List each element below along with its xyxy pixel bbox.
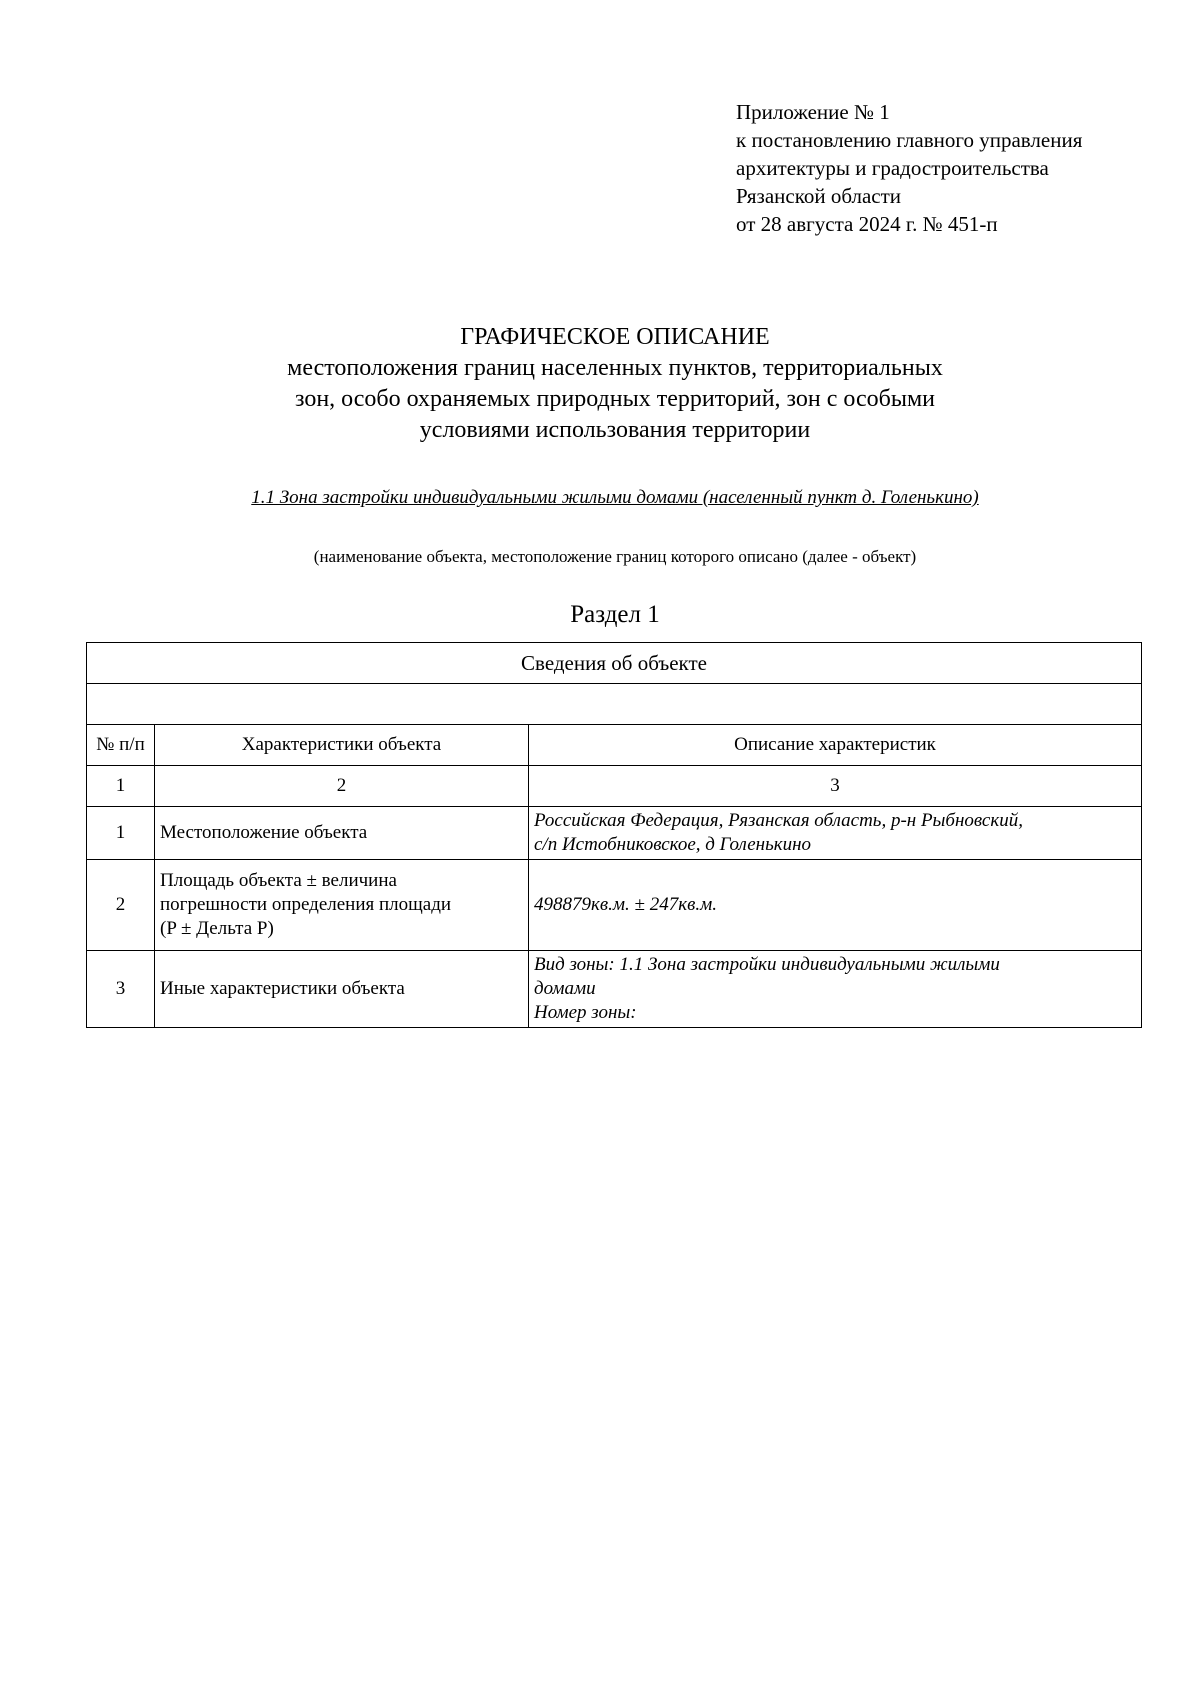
- table-heading-row: [87, 643, 1142, 684]
- row-num: 2: [87, 860, 155, 951]
- description-line: Вид зоны: 1.1 Зона застройки индивидуальными жилыми: [534, 954, 1000, 975]
- description-line: домами: [534, 978, 596, 999]
- description-line: 498879кв.м. ± 247кв.м.: [534, 894, 717, 915]
- appendix-line: архитектуры и градостроительства: [736, 156, 1049, 180]
- row-characteristic: [155, 860, 529, 951]
- column-header-num: № п/п: [87, 725, 155, 766]
- object-caption: (наименование объекта, местоположение границ которого описано (далее - объект): [313, 547, 917, 566]
- description-line: Номер зоны:: [534, 1002, 637, 1023]
- table-row: [87, 807, 1142, 860]
- title-line: местоположения границ населенных пунктов, территориальных: [287, 355, 943, 381]
- row-description: [529, 860, 1142, 951]
- row-characteristic: [155, 807, 529, 860]
- title-line: зон, особо охраняемых природных территорий, зон с особыми: [294, 386, 936, 412]
- table-column-numbers-row: [87, 766, 1142, 807]
- characteristic-line: погрешности определения площади: [160, 894, 452, 915]
- row-description: [529, 951, 1142, 1028]
- document-title: [0, 322, 1200, 446]
- description-line: Российская Федерация, Рязанская область, р-н Рыбновский,: [534, 810, 1023, 831]
- characteristic-line: Местоположение объекта: [160, 822, 368, 843]
- title-line: условиями использования территории: [419, 417, 811, 443]
- table-heading: Сведения об объекте: [87, 643, 1142, 684]
- object-name: 1.1 Зона застройки индивидуальными жилыми домами (населенный пункт д. Голенькино): [251, 487, 979, 508]
- table-header-row: [87, 725, 1142, 766]
- appendix-header: [736, 98, 1082, 238]
- column-header-characteristic: Характеристики объекта: [155, 725, 529, 766]
- table-empty-row: [87, 684, 1142, 725]
- object-info-table: [86, 642, 1142, 1028]
- section-title: Раздел 1: [570, 601, 660, 628]
- appendix-line: Приложение № 1: [736, 100, 890, 124]
- column-header-description: Описание характеристик: [529, 725, 1142, 766]
- title-main: ГРАФИЧЕСКОЕ ОПИСАНИЕ: [460, 324, 770, 350]
- appendix-line: к постановлению главного управления: [736, 128, 1083, 152]
- table-row: [87, 951, 1142, 1028]
- column-number: 1: [87, 766, 155, 807]
- row-num: 3: [87, 951, 155, 1028]
- empty-cell: [87, 684, 1142, 725]
- column-number: 2: [155, 766, 529, 807]
- row-characteristic: [155, 951, 529, 1028]
- row-num: 1: [87, 807, 155, 860]
- appendix-line: Рязанской области: [736, 184, 902, 208]
- table-row: [87, 860, 1142, 951]
- description-line: с/п Истобниковское, д Голенькино: [534, 834, 812, 855]
- column-number: 3: [529, 766, 1142, 807]
- characteristic-line: Площадь объекта ± величина: [160, 870, 397, 891]
- row-description: [529, 807, 1142, 860]
- appendix-line: от 28 августа 2024 г. № 451-п: [736, 212, 998, 236]
- characteristic-line: Иные характеристики объекта: [160, 978, 405, 999]
- characteristic-line: (P ± Дельта P): [160, 918, 274, 939]
